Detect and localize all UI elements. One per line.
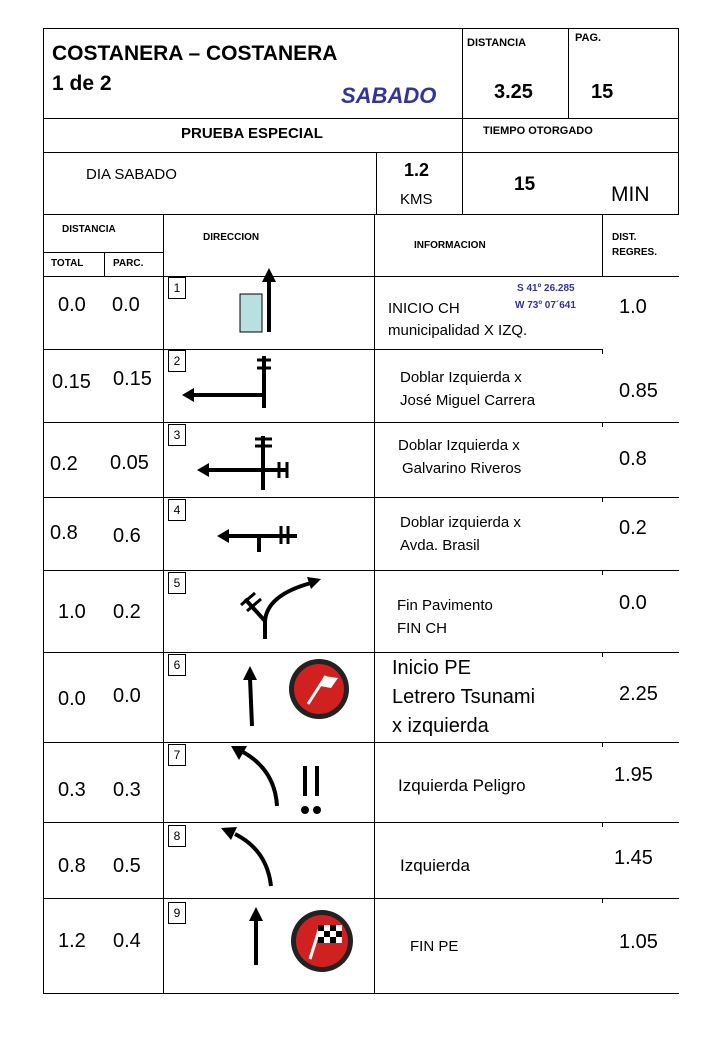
row-info-line2: José Miguel Carrera: [400, 392, 536, 409]
row-info-line2: municipalidad X IZQ.: [388, 322, 528, 339]
row-regres: 1.0: [619, 296, 647, 318]
row-regres: 2.25: [619, 683, 658, 705]
row-parc: 0.0: [113, 685, 141, 707]
row-total: 0.8: [50, 522, 78, 544]
page-header-label: PAG.: [575, 32, 602, 44]
row-info-line1: INICIO CH: [388, 300, 460, 317]
turn-left-icon: [180, 352, 280, 412]
row-info-line1: Doblar izquierda x: [400, 514, 521, 531]
row-info-line2: FIN CH: [397, 620, 447, 637]
row-parc: 0.5: [113, 855, 141, 877]
row-info-line1: FIN PE: [410, 938, 459, 955]
row-info-line1: Doblar Izquierda x: [400, 369, 522, 386]
row-parc: 0.3: [113, 779, 141, 801]
row-parc: 0.0: [112, 294, 140, 316]
finish-flag-icon: [238, 903, 368, 983]
col-info: INFORMACION: [414, 240, 486, 251]
coord-lon: W 73º 07´641: [515, 300, 576, 311]
bear-right-icon: [235, 575, 325, 645]
row-regres: 1.05: [619, 931, 658, 953]
row-number: 4: [168, 499, 186, 521]
row-parc: 0.05: [110, 452, 149, 474]
kms-unit: KMS: [400, 191, 433, 208]
col-dist-regres-1: DIST.: [612, 232, 637, 243]
bear-left-icon: [215, 822, 285, 892]
row-info-line3: x izquierda: [392, 715, 489, 737]
distance-value: 3.25: [494, 81, 533, 103]
row-total: 0.0: [58, 688, 86, 710]
col-direction: DIRECCION: [203, 232, 260, 243]
row-parc: 0.2: [113, 601, 141, 623]
row-number: 6: [168, 654, 186, 676]
row-parc: 0.6: [113, 525, 141, 547]
row-total: 1.0: [58, 601, 86, 623]
document-subtitle: 1 de 2: [52, 72, 112, 95]
col-distance: DISTANCIA: [62, 224, 116, 235]
row-info-line1: Fin Pavimento: [397, 597, 493, 614]
col-total: TOTAL: [51, 258, 84, 269]
row-parc: 0.4: [113, 930, 141, 952]
time-header-label: TIEMPO OTORGADO: [483, 125, 593, 137]
row-info-line2: Letrero Tsunami: [392, 686, 536, 708]
row-total: 0.3: [58, 779, 86, 801]
page-number: 15: [591, 81, 614, 103]
row-regres: 1.95: [614, 764, 653, 786]
row-info-line1: Inicio PE: [392, 657, 471, 679]
row-regres: 1.45: [614, 847, 653, 869]
row-number: 3: [168, 424, 186, 446]
row-number: 5: [168, 572, 186, 594]
row-total: 1.2: [58, 930, 86, 952]
section-title: PRUEBA ESPECIAL: [181, 125, 323, 142]
turn-left-icon: [195, 432, 295, 492]
row-regres: 0.2: [619, 517, 647, 539]
time-value: 15: [514, 174, 536, 195]
row-regres: 0.85: [619, 380, 658, 402]
row-number: 8: [168, 825, 186, 847]
coord-lat: S 41º 26.285: [517, 283, 575, 294]
row-number: 9: [168, 902, 186, 924]
row-number: 7: [168, 744, 186, 766]
kms-value: 1.2: [404, 160, 430, 180]
time-unit: MIN: [611, 183, 650, 206]
row-total: 0.2: [50, 453, 78, 475]
turn-left-icon: [215, 518, 305, 558]
row-info-line2: Avda. Brasil: [400, 537, 480, 554]
document-title: COSTANERA – COSTANERA: [52, 42, 338, 65]
row-number: 2: [168, 350, 186, 372]
row-parc: 0.15: [113, 368, 152, 390]
row-regres: 0.8: [619, 448, 647, 470]
row-info-line1: Izquierda: [400, 856, 470, 875]
row-total: 0.0: [58, 294, 86, 316]
col-parc: PARC.: [113, 258, 144, 269]
row-total: 0.8: [58, 855, 86, 877]
start-arrow-icon: [240, 262, 300, 342]
day-text: DIA SABADO: [86, 166, 177, 183]
day-label: SABADO: [341, 83, 437, 108]
row-total: 0.15: [52, 371, 91, 393]
row-regres: 0.0: [619, 592, 647, 614]
danger-icon: [225, 742, 335, 822]
row-number: 1: [168, 277, 186, 299]
start-flag-icon: [234, 656, 364, 736]
row-info-line2: Galvarino Riveros: [402, 460, 522, 477]
col-dist-regres-2: REGRES.: [612, 247, 658, 258]
row-info-line1: Izquierda Peligro: [398, 776, 526, 795]
row-info-line1: Doblar Izquierda x: [398, 437, 520, 454]
distance-header-label: DISTANCIA: [467, 37, 527, 49]
